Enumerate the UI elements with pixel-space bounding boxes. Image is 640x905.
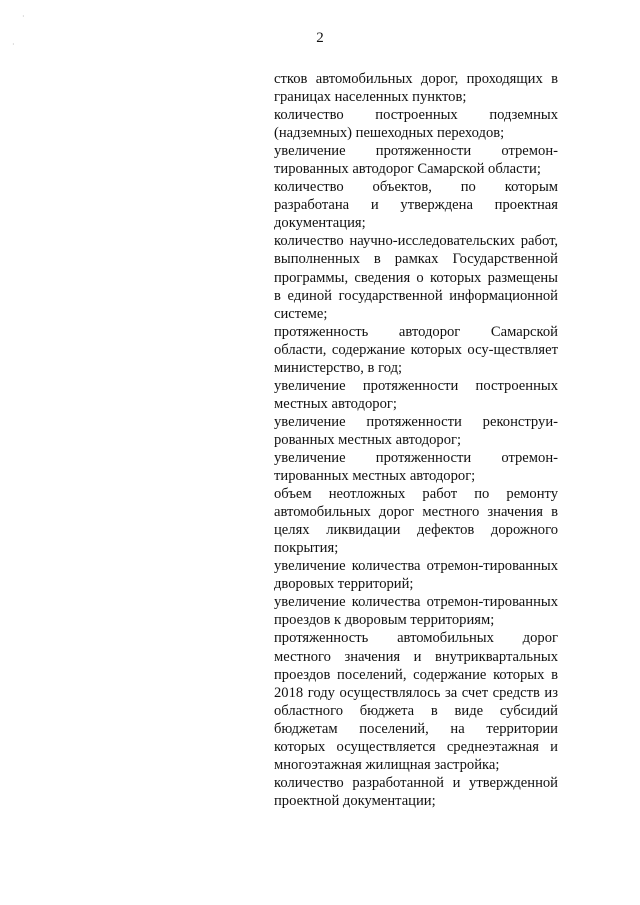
- list-item: количество научно-исследовательских работ, выполненных в рамках Государственной программы, сведения о которых размещены в единой государственной информационной системе;: [274, 233, 558, 322]
- list-item: увеличение протяженности отремон-тированных автодорог Самарской области;: [274, 143, 558, 178]
- scan-speck-mark: ·: [22, 12, 25, 21]
- page-number: 2: [316, 30, 324, 46]
- list-item: протяженность автомобильных дорог местного значения и внутриквартальных проездов поселений, содержание которых в 2018 году осуществлялось за счет средств из областного бюджета в виде субсидий бюджетам поселений, на территории которых осуществляется среднеэтажная и многоэтажная жилищная застройка;: [274, 630, 558, 773]
- list-item: увеличение протяженности построенных местных автодорог;: [274, 377, 558, 412]
- list-item: количество разработанной и утвержденной проектной документации;: [274, 774, 558, 809]
- list-item: увеличение протяженности реконструи-рованных местных автодорог;: [274, 413, 558, 448]
- list-item: объем неотложных работ по ремонту автомобильных дорог местного значения в целях ликвидации дефектов дорожного покрытия;: [274, 486, 558, 557]
- list-item: стков автомобильных дорог, проходящих в границах населенных пунктов;: [274, 71, 558, 106]
- list-item: увеличение количества отремон-тированных дворовых территорий;: [274, 558, 558, 593]
- list-item: количество построенных подземных (надземных) пешеходных переходов;: [274, 107, 558, 142]
- list-item: увеличение протяженности отремон-тированных местных автодорог;: [274, 449, 558, 485]
- list-item: протяженность автодорог Самарской области, содержание которых осу-ществляет министерство, в год;: [274, 323, 558, 376]
- document-body: [274, 70, 558, 810]
- list-item: увеличение количества отремон-тированных проездов к дворовым территориям;: [274, 594, 558, 629]
- scan-speck-mark: ·: [12, 40, 15, 49]
- list-item: количество объектов, по которым разработана и утверждена проектная документация;: [274, 179, 558, 232]
